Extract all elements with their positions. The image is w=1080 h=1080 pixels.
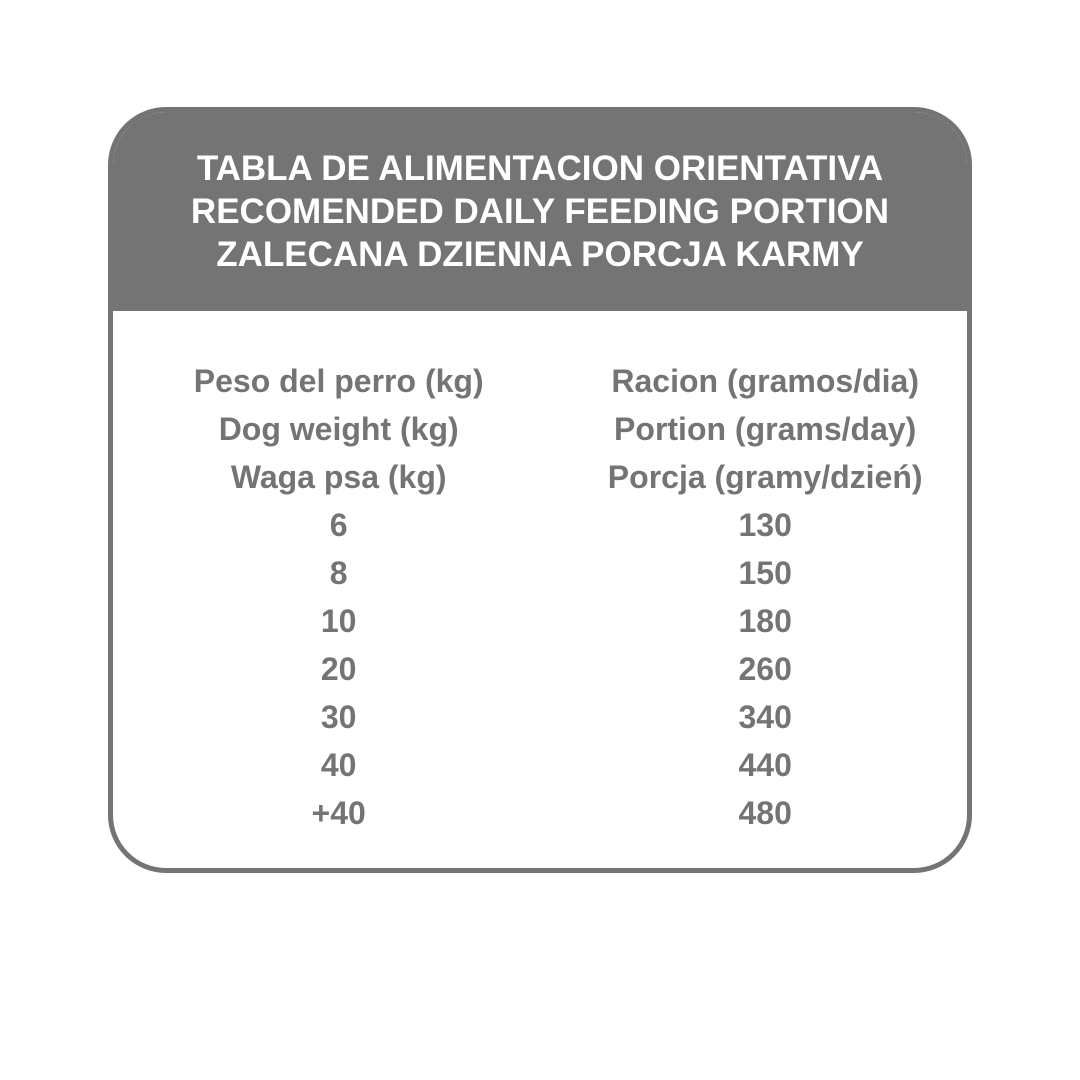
table-row: [113, 645, 967, 693]
table-row: [113, 549, 967, 597]
header-title-spanish: TABLA DE ALIMENTACION ORIENTATIVA: [196, 149, 884, 188]
table-row: [113, 693, 967, 741]
weight-cell: 8: [329, 554, 348, 591]
portion-header-english: Portion (grams/day): [614, 410, 917, 447]
portion-header-polish: Porcja (gramy/dzień): [607, 458, 923, 495]
table-row: [113, 501, 967, 549]
table-row: [113, 597, 967, 645]
header-title-polish: ZALECANA DZIENNA PORCJA KARMY: [216, 235, 864, 274]
portion-cell: 130: [738, 506, 792, 543]
column-header-row: [113, 453, 967, 501]
portion-cell: 480: [738, 794, 792, 831]
weight-header-english: Dog weight (kg): [218, 410, 459, 447]
portion-header-spanish: Racion (gramos/dia): [611, 362, 919, 399]
weight-cell: 40: [320, 746, 357, 783]
weight-header-spanish: Peso del perro (kg): [193, 362, 484, 399]
table-row: [113, 741, 967, 789]
portion-cell: 340: [738, 698, 792, 735]
weight-header-polish: Waga psa (kg): [230, 458, 447, 495]
table-row: [113, 789, 967, 837]
table-header: [113, 112, 967, 311]
column-header-row: [113, 405, 967, 453]
weight-cell: 20: [320, 650, 357, 687]
weight-cell: 10: [320, 602, 357, 639]
weight-cell: +40: [311, 794, 366, 831]
feeding-table-card: [108, 107, 972, 873]
feeding-table: [113, 357, 967, 837]
column-header-row: [113, 357, 967, 405]
header-title-english: RECOMENDED DAILY FEEDING PORTION: [190, 192, 890, 231]
weight-cell: 30: [320, 698, 357, 735]
portion-cell: 440: [738, 746, 792, 783]
portion-cell: 150: [738, 554, 792, 591]
weight-cell: 6: [329, 506, 348, 543]
portion-cell: 260: [738, 650, 792, 687]
portion-cell: 180: [738, 602, 792, 639]
